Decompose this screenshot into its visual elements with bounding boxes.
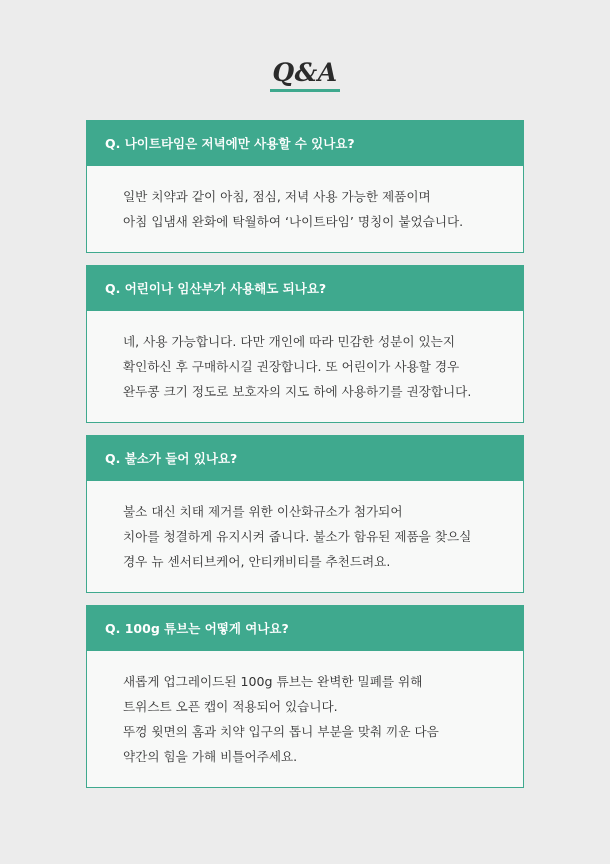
faq-answer-line: 뚜껑 윗면의 홈과 치약 입구의 톱니 부분을 맞춰 끼운 다음: [123, 724, 439, 739]
faq-answer-line: 확인하신 후 구매하시길 권장합니다. 또 어린이가 사용할 경우: [123, 359, 460, 374]
faq-answer-line: 네, 사용 가능합니다. 다만 개인에 따라 민감한 성분이 있는지: [123, 334, 456, 349]
faq-answer-line: 불소 대신 치태 제거를 위한 이산화규소가 첨가되어: [123, 504, 403, 519]
faq-answer: [87, 166, 523, 252]
faq-card: [86, 605, 524, 788]
faq-answer: [87, 311, 523, 422]
faq-answer-line: 완두콩 크기 정도로 보호자의 지도 하에 사용하기를 권장합니다.: [123, 384, 472, 399]
faq-answer-line: 경우 뉴 센서티브케어, 안티캐비티를 추천드려요.: [123, 554, 391, 569]
faq-answer: [87, 481, 523, 592]
faq-answer-line: 아침 입냄새 완화에 탁월하여 ‘나이트타임’ 명칭이 붙었습니다.: [123, 214, 464, 229]
faq-answer: [87, 651, 523, 787]
faq-card: [86, 435, 524, 593]
faq-card: [86, 120, 524, 253]
faq-card: [86, 265, 524, 423]
faq-answer-line: 새롭게 업그레이드된 100g 튜브는 완벽한 밀폐를 위해: [123, 674, 423, 689]
faq-answer-line: 일반 치약과 같이 아침, 점심, 저녁 사용 가능한 제품이며: [123, 189, 431, 204]
faq-answer-line: 치아를 청결하게 유지시켜 줍니다. 불소가 함유된 제품을 찾으실: [123, 529, 472, 544]
faq-answer-line: 트위스트 오픈 캡이 적용되어 있습니다.: [123, 699, 338, 714]
faq-question: Q. 100g 튜브는 어떻게 여나요?: [87, 606, 523, 651]
faq-answer-line: 약간의 힘을 가해 비틀어주세요.: [123, 749, 298, 764]
faq-question: Q. 어린이나 임산부가 사용해도 되나요?: [87, 266, 523, 311]
title-area: [0, 58, 610, 92]
faq-question: Q. 불소가 들어 있나요?: [87, 436, 523, 481]
faq-list: [86, 120, 524, 800]
faq-question: Q. 나이트타임은 저녁에만 사용할 수 있나요?: [87, 121, 523, 166]
page-title: Q&A: [270, 58, 339, 92]
